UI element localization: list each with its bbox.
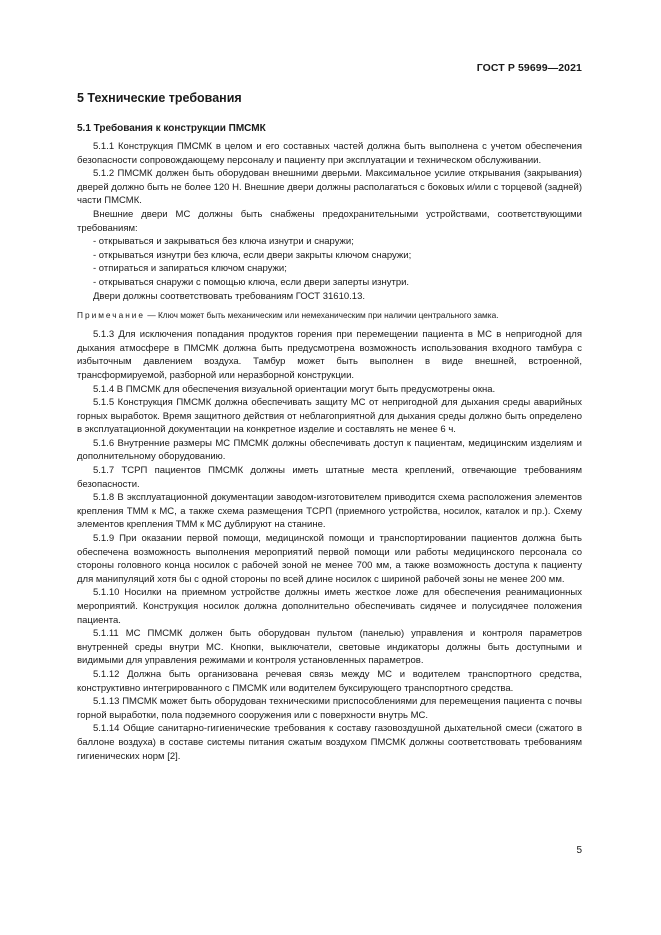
subsection-title: 5.1 Требования к конструкции ПМСМК bbox=[77, 123, 266, 134]
note-label: Примечание bbox=[77, 310, 146, 321]
paragraph: 5.1.3 Для исключения попадания продуктов горения при перемещении пациента в МС в непригодной для дыхания атмосфере в ПМСМК должна быть предусмотрена возможность использования входного тамбура с избыточным давлением воздуха. Тамбур может быть выполнен в виде внешней, встроенной, трансформируемой, разборной или неразборной конструкции. bbox=[77, 329, 582, 381]
paragraph: 5.1.14 Общие санитарно-гигиенические требования к составу газовоздушной дыхательной смеси (сжатого в баллоне воздуха) в составе системы питания сжатым воздухом ПМСМК должны соответствовать требованиям гигиенических норм [2]. bbox=[77, 723, 582, 762]
page-content bbox=[77, 91, 582, 763]
paragraph: 5.1.12 Должна быть организована речевая связь между МС и водителем транспортного средства, конструктивно интегрированного с ПМСМК или водителем буксирующего транспортного средства. bbox=[77, 668, 582, 694]
paragraph: 5.1.9 При оказании первой помощи, медицинской помощи и транспортировании пациентов должна быть обеспечена возможность выполнения мероприятий первой помощи или работы медицинского персонала со стороны головного конца носилок с рабочей зоной не менее 700 мм, а также возможность доступа к пациенту для манипуляций хотя бы с одной стороны по всей длине носилок с шириной рабочей зоны не менее 200 мм. bbox=[77, 533, 582, 585]
standard-designation: ГОСТ Р 59699—2021 bbox=[476, 62, 582, 74]
paragraph: 5.1.13 ПМСМК может быть оборудован техническими приспособлениями для перемещения пациента с почвы горной выработки, пола подземного сооружения или с поверхности внутрь МС. bbox=[77, 696, 582, 721]
paragraph: 5.1.11 МС ПМСМК должен быть оборудован пультом (панелью) управления и контроля параметров внутренней среды внутри МС. Кнопки, выключатели, световые индикаторы должны быть доступными и видимыми для управления режимами и контроля установленных параметров. bbox=[77, 628, 582, 667]
paragraph: 5.1.4 В ПМСМК для обеспечения визуальной ориентации могут быть предусмотрены окна. bbox=[93, 383, 496, 395]
list-item: - открываться изнутри без ключа, если двери закрыты ключом снаружи; bbox=[93, 249, 412, 261]
note bbox=[77, 309, 582, 321]
paragraph: 5.1.7 ТСРП пациентов ПМСМК должны иметь штатные места креплений, отвечающие требованиям безопасности. bbox=[77, 465, 582, 490]
paragraph: Внешние двери МС должны быть снабжены предохранительными устройствами, соответствующими требованиям: bbox=[77, 208, 582, 234]
paragraph: 5.1.5 Конструкция ПМСМК должна обеспечивать защиту МС от непригодной для дыхания среды аварийных горных выработок. Время защитного действия от неблагоприятной для дыхания среды должно быть определено в эксплуатационной документации на конкретное изделие и составлять не менее 6 ч. bbox=[77, 397, 582, 436]
paragraph: 5.1.10 Носилки на приемном устройстве должны иметь жесткое ложе для обеспечения реанимационных мероприятий. Конструкция носилок должна дополнительно обеспечивать сидячее и полусидячее положения пациента. bbox=[77, 587, 582, 626]
paragraph: Двери должны соответствовать требованиям ГОСТ 31610.13. bbox=[93, 290, 365, 302]
list-item: - отпираться и запираться ключом снаружи; bbox=[93, 263, 287, 275]
note-text: — Ключ может быть механическим или немеханическим при наличии центрального замка. bbox=[145, 310, 499, 321]
list-item: - открываться и закрываться без ключа изнутри и снаружи; bbox=[93, 236, 354, 248]
paragraph: 5.1.6 Внутренние размеры МС ПМСМК должны обеспечивать доступ к пациентам, медицинским изделиям и дополнительному оборудованию. bbox=[77, 437, 582, 463]
section-title: 5 Технические требования bbox=[77, 91, 242, 105]
paragraph: 5.1.2 ПМСМК должен быть оборудован внешними дверьми. Максимальное усилие открывания (закрывания) дверей должно быть не более 120 Н. Внешние двери должны располагаться с боковых и/или с торцевой (задней) части ПМСМК. bbox=[77, 168, 582, 207]
page-number: 5 bbox=[576, 845, 582, 856]
paragraph: 5.1.8 В эксплуатационной документации заводом-изготовителем приводится схема расположения элементов крепления ТММ к МС, а также схема размещения ТСРП (приемного устройства, носилок, каталок и пр.). Схему элементов крепления ТММ к МС дублируют на станине. bbox=[77, 492, 582, 531]
list-item: - открываться снаружи с помощью ключа, если двери заперты изнутри. bbox=[93, 276, 410, 288]
paragraph: 5.1.1 Конструкция ПМСМК в целом и его составных частей должна быть выполнена с учетом обеспечения безопасности сопровождающему персоналу и пациенту при эксплуатации и техническом обслуживании. bbox=[77, 141, 582, 166]
